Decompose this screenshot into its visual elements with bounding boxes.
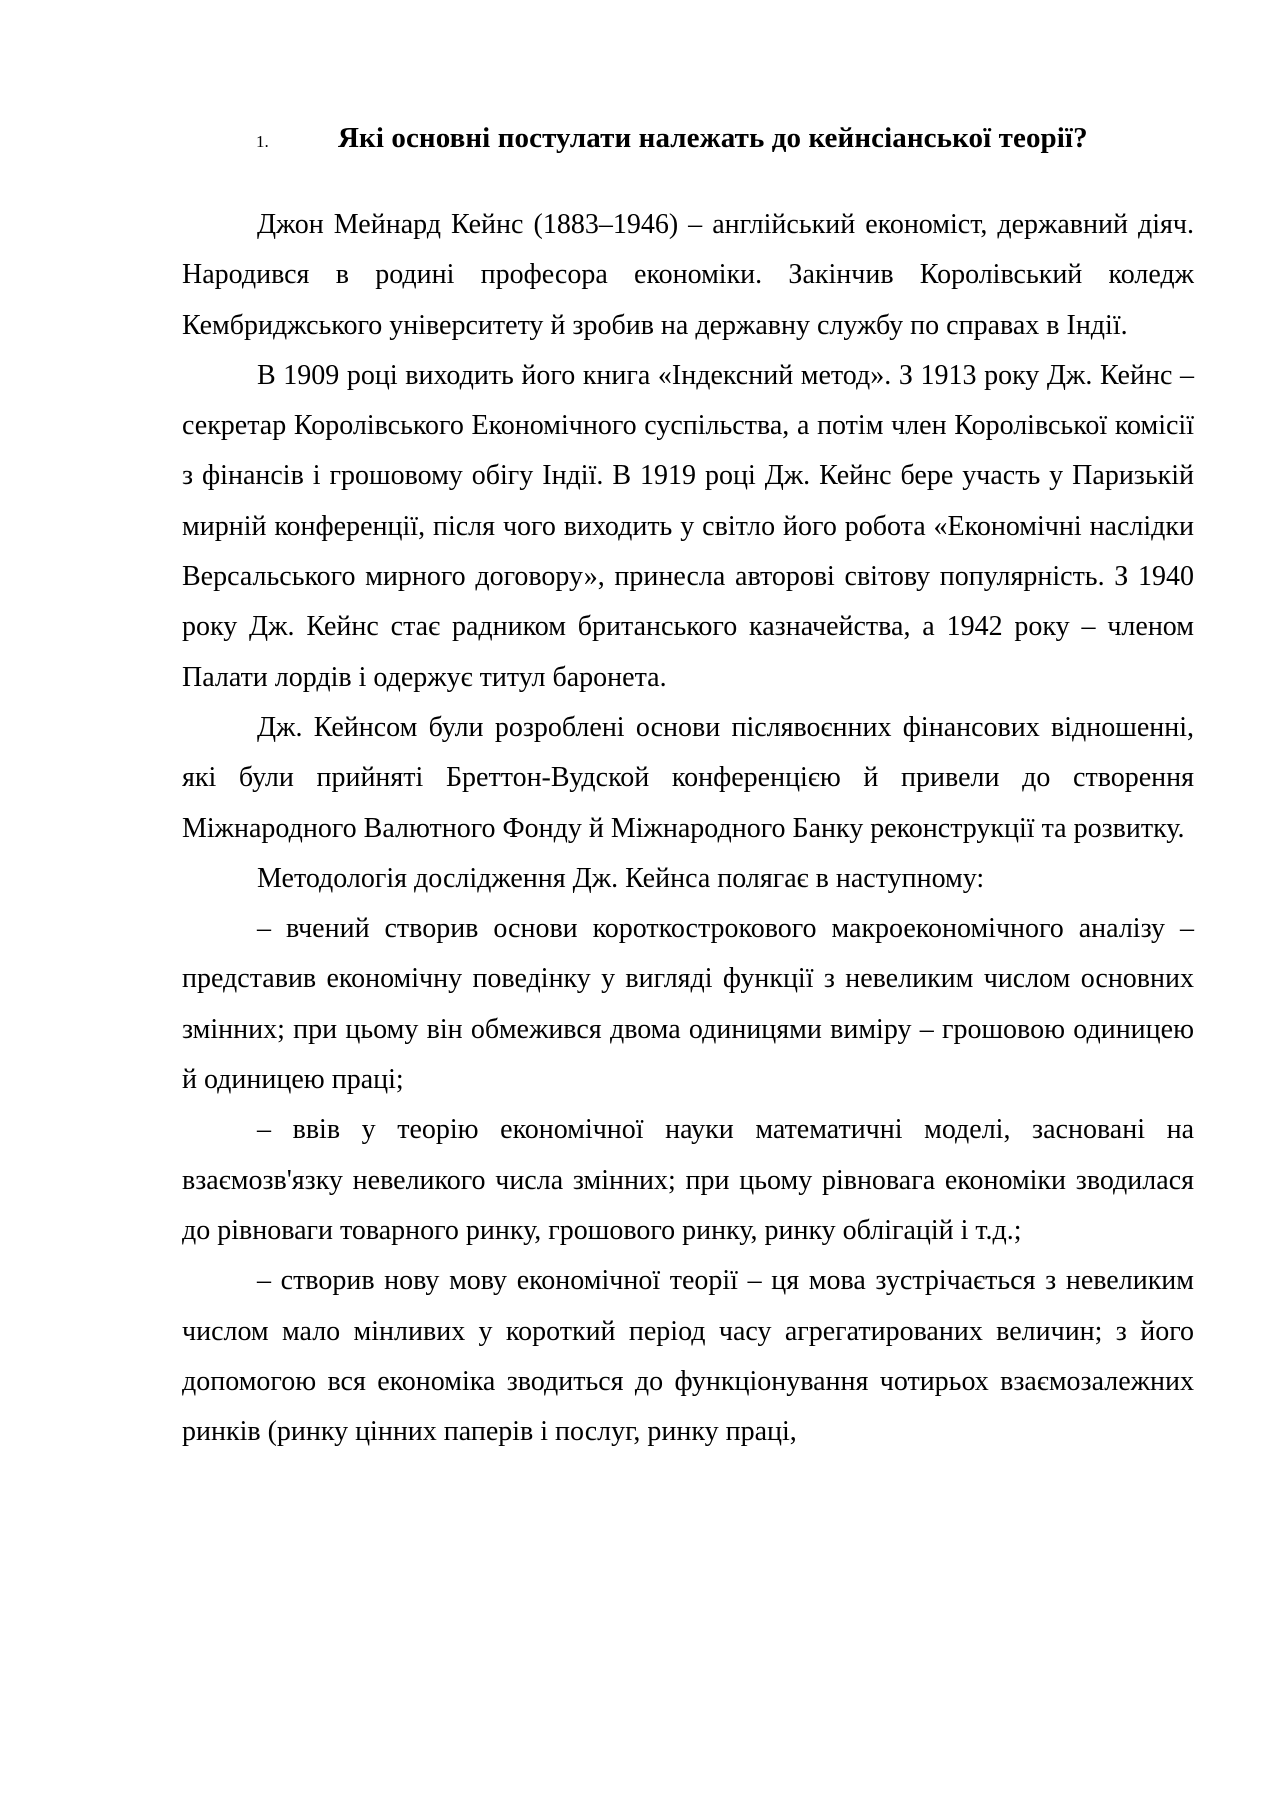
paragraph-bretton-woods: Дж. Кейнсом були розроблені основи післявоєнних фінансових відношенні, які були прийняті Бреттон-Вудской конференцією й привели до створення Міжнародного Валютного Фонду й Міжнародного Банку реконструкції та розвитку. [182,711,1194,844]
question-heading [182,122,1194,162]
list-item-mathematical-models: – ввів у теорію економічної науки математичні моделі, засновані на взаємозв'язку невеликого числа змінних; при цьому рівновага економіки зводилася до рівноваги товарного ринку, грошового ринку, ринку облігацій і т.д.; [182,1114,1194,1246]
paragraph-methodology-intro: Методологія дослідження Дж. Кейнса полягає в наступному: [257,862,985,894]
paragraph-biography: Джон Мейнард Кейнс (1883–1946) – англійський економіст, державний діяч. Народився в родині професора економіки. Закінчив Королівський коледж Кембриджського університету й зробив на державну службу по справах в Індії. [182,209,1194,341]
list-item-new-language: – створив нову мову економічної теорії – ця мова зустрічається з невеликим числом мало мінливих у короткий період часу агрегатированих величин; з його допомогою вся економіка зводиться до функціонування чотирьох взаємозалежних ринків (ринку цінних паперів і послуг, ринку праці, [182,1265,1194,1448]
document-body [182,200,1194,1457]
paragraph-career: В 1909 році виходить його книга «Індексний метод». З 1913 року Дж. Кейнс – секретар Королівського Економічного суспільства, а потім член Королівської комісії з фінансів і грошовому обігу Індії. В 1919 році Дж. Кейнс бере участь у Паризькій мирній конференції, після чого виходить у світло його робота «Економічні наслідки Версальського мирного договору», принесла авторові світову популярність. З 1940 року Дж. Кейнс стає радником британського казначейства, а 1942 року – членом Палати лордів і одержує титул баронета. [182,359,1194,693]
list-item-macroeconomic-analysis: – вчений створив основи короткострокового макроекономічного аналізу – представив економічну поведінку у вигляді функції з невеликим числом основних змінних; при цьому він обмежився двома одиницями виміру – грошовою одиницею й одиницею праці; [182,913,1194,1096]
heading-title: Які основні постулати належать до кейнсіанської теорії? [338,122,1088,154]
heading-number: 1. [256,132,269,151]
